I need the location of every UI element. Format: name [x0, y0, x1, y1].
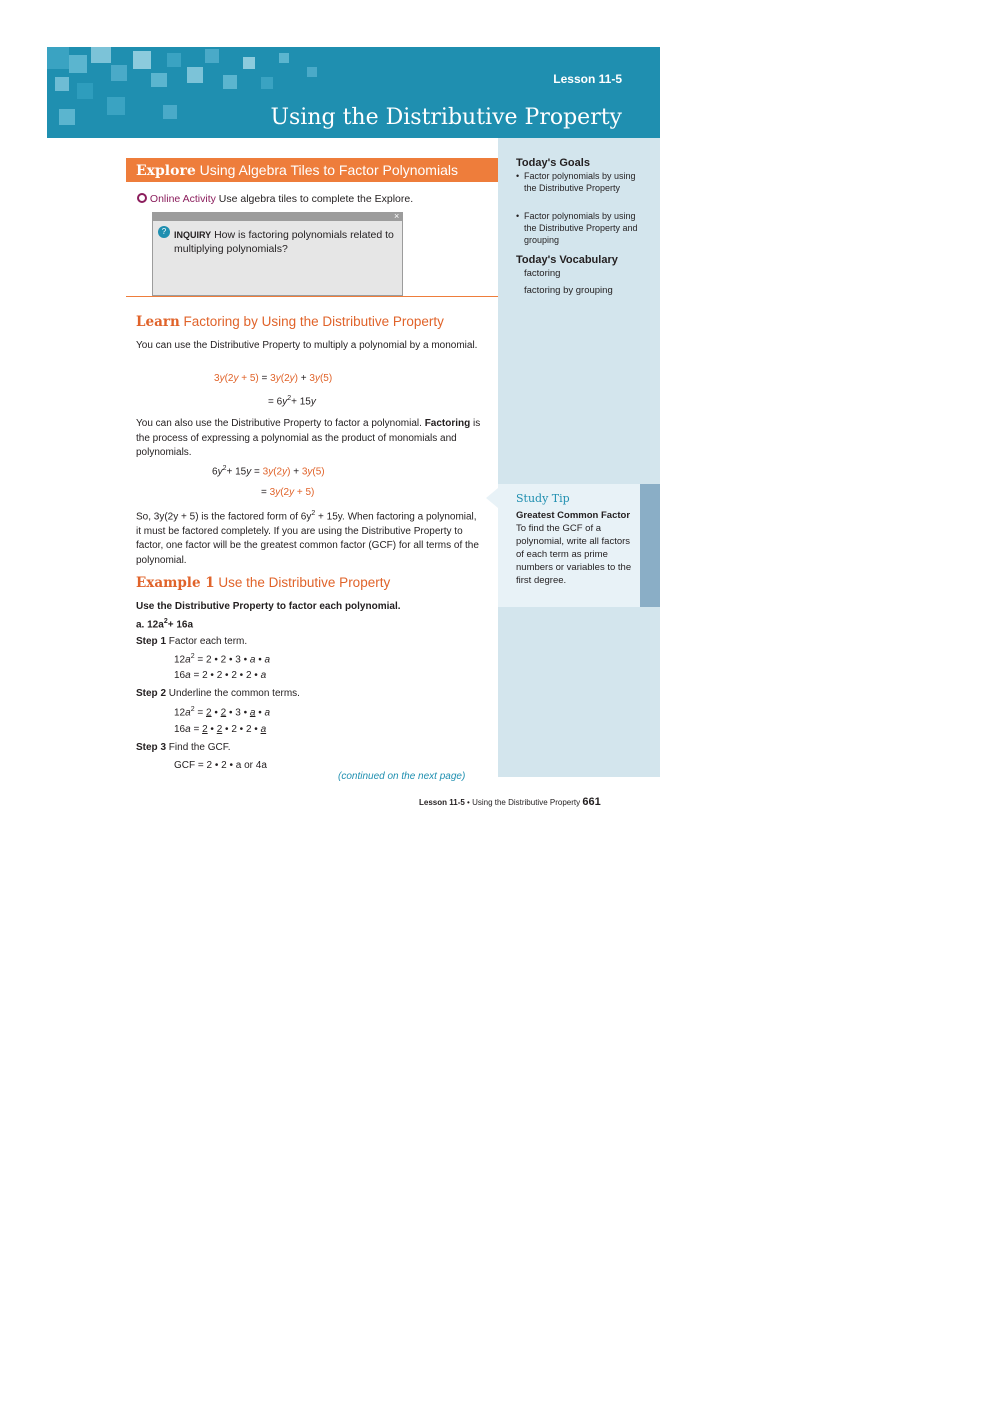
study-tip-pointer: [486, 488, 498, 508]
page-number: 661: [582, 796, 601, 808]
step-label: Step 1: [136, 636, 167, 647]
close-icon[interactable]: ×: [394, 211, 400, 221]
inquiry-question: [174, 228, 394, 256]
page-footer: Lesson 11-5 • Using the Distributive Property 661: [419, 796, 601, 808]
example-title: Use the Distributive Property: [218, 575, 391, 590]
step-1: [136, 636, 247, 647]
footer-lesson: Lesson 11-5: [419, 798, 465, 807]
continued-note[interactable]: (continued on the next page): [338, 771, 466, 782]
vocab-item[interactable]: factoring: [524, 268, 561, 279]
step-text: Factor each term.: [168, 636, 248, 647]
learn-title: Factoring by Using the Distributive Property: [183, 314, 444, 329]
vocab-item[interactable]: factoring by grouping: [524, 285, 613, 296]
divider: [126, 296, 498, 297]
equation-line: = 3y(2y + 5): [261, 487, 315, 498]
part-a-label: a. 12a: [136, 619, 164, 631]
learn-paragraph-2-text: is the process of expressing a polynomial as the product of monomials and polynomials.: [136, 418, 481, 458]
online-activity-icon: [137, 193, 147, 203]
vocab-term-factoring: Factoring: [424, 418, 471, 429]
inquiry-titlebar: [152, 212, 403, 221]
factor-line: 16a = 2 • 2 • 2 • 2 • a: [174, 670, 267, 681]
factor-line: 16a = 2 • 2 • 2 • 2 • a: [174, 724, 267, 735]
online-activity-label[interactable]: Online Activity: [149, 193, 216, 205]
study-tip-bar: [640, 484, 660, 607]
online-activity-text: Use algebra tiles to complete the Explore.: [218, 193, 414, 205]
learn-paragraph-2: [136, 417, 481, 461]
part-a-label: + 16a: [167, 619, 194, 631]
example-part-a: a. $12a^2+ 16a$: [136, 618, 194, 631]
example-heading: [136, 575, 390, 591]
vocab-heading: Today's Vocabulary: [516, 254, 618, 266]
goal-item: • Factor polynomials by using the Distributive Property and grouping: [516, 210, 639, 246]
explore-label: Explore: [136, 163, 196, 179]
step-3: [136, 742, 231, 753]
step-label: Step 2: [136, 688, 167, 699]
step-text: Underline the common terms.: [168, 688, 300, 699]
step-text: Find the GCF.: [168, 742, 231, 753]
learn-label: Learn: [136, 314, 180, 330]
explore-title: Using Algebra Tiles to Factor Polynomials: [199, 162, 458, 178]
learn-paragraph-1: You can use the Distributive Property to multiply a polynomial by a monomial.: [136, 340, 478, 351]
equation-line: = $6y^2+ 15y$: [268, 395, 316, 408]
online-activity[interactable]: [137, 193, 413, 205]
step-label: Step 3: [136, 742, 167, 753]
study-tip-body: [516, 509, 634, 587]
lesson-number: Lesson 11-5: [553, 72, 622, 86]
inquiry-icon: ?: [158, 226, 170, 238]
equation-line: $6y^2+ 15y = 3y(2y) + 3y(5)$: [212, 465, 325, 478]
example-label: Example 1: [136, 575, 215, 591]
explore-header: [126, 158, 498, 182]
footer-title: Using the Distributive Property: [472, 798, 581, 807]
study-tip-text: To find the GCF of a polynomial, write all factors of each term as prime numbers or variables to the first degree.: [516, 523, 632, 586]
learn-paragraph-3: So, 3y(2y + 5) is the factored form of $6y^2 + 15y$. When factoring a polynomial, it must be factored completely. If you are using the Distributive Property to factor, one factor will be the greatest common factor (GCF) for all terms of the polynomial.: [136, 510, 479, 566]
lesson-title: Using the Distributive Property: [270, 105, 622, 130]
gcf-line: GCF = 2 • 2 • a or 4a: [174, 760, 267, 771]
inquiry-text: How is factoring polynomials related to multiplying polynomials?: [174, 229, 394, 255]
factor-line: $12a^2 = 2$ • 2 • 3 • a • a: [174, 706, 271, 719]
goals-heading: Today's Goals: [516, 157, 590, 169]
study-tip-title: Study Tip: [516, 492, 570, 505]
goal-item: • Factor polynomials by using the Distributive Property: [516, 170, 639, 194]
learn-paragraph-3-text: So, 3y(2y + 5) is the factored form of 6y: [136, 511, 312, 523]
factor-line: $12a^2 = 2$ • 2 • 3 • a • a: [174, 653, 271, 666]
lesson-banner: [47, 47, 660, 138]
learn-paragraph-3-text: + 15y. When factoring a polynomial, it must be factored completely. If you are using the Distributive Property to factor, one factor will be the greatest common factor (GCF) for all terms of the polynomial.: [136, 511, 479, 566]
study-tip-term: Greatest Common Factor: [516, 510, 631, 521]
step-2: [136, 688, 300, 699]
learn-paragraph-2-text: You can also use the Distributive Property to factor a polynomial.: [136, 418, 422, 429]
inquiry-label: INQUIRY: [174, 230, 212, 240]
learn-heading: [136, 314, 444, 330]
example-instruction: Use the Distributive Property to factor each polynomial.: [136, 601, 401, 612]
equation-line: 3y(2y + 5) = 3y(2y) + 3y(5): [214, 373, 333, 384]
